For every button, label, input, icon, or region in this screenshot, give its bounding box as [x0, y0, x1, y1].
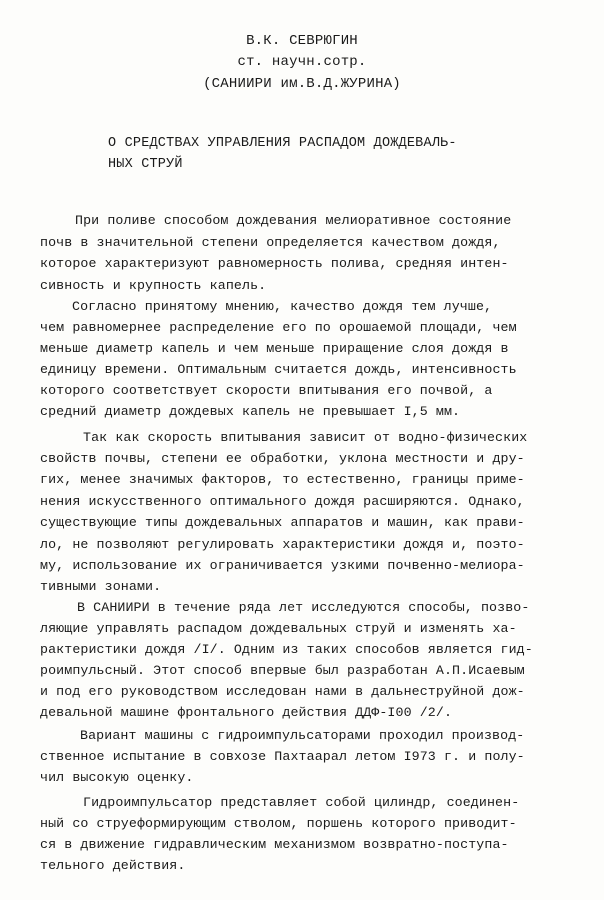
body-line: Гидроимпульсатор представляет собой цилиндр, соединен- — [83, 795, 520, 810]
body-line: рактеристики дождя /I/. Одним из таких способов является гид- — [40, 642, 533, 657]
body-line: Так как скорость впитывания зависит от водно-физических — [83, 430, 528, 445]
body-line: гих, менее значимых факторов, то естественно, границы приме- — [40, 472, 525, 487]
body-line: существующие типы дождевальных аппаратов и машин, как прави- — [40, 515, 525, 530]
body-line: свойств почвы, степени ее обработки, уклона местности и дру- — [40, 451, 525, 466]
body-line: нения искусственного оптимального дождя расширяются. Однако, — [40, 494, 525, 509]
body-line: которое характеризуют равномерность полива, средняя интен- — [40, 256, 509, 271]
body-line: Вариант машины с гидроимпульсаторами проходил производ- — [80, 728, 525, 743]
body-line: средний диаметр дождевых капель не превышает I,5 мм. — [40, 404, 461, 419]
body-line: ственное испытание в совхозе Пахтаарал летом I973 г. и полу- — [40, 749, 525, 764]
author-position: ст. научн.сотр. — [237, 54, 367, 70]
body-line: ло, не позволяют регулировать характеристики дождя и, поэто- — [40, 537, 525, 552]
body-line: и под его руководством исследован нами в дальнеструйной дож- — [40, 684, 525, 699]
author-affiliation: (САНИИРИ им.В.Д.ЖУРИНА) — [203, 76, 401, 92]
article-title-line-1: О СРЕДСТВАХ УПРАВЛЕНИЯ РАСПАДОМ ДОЖДЕВАЛЬ- — [108, 136, 457, 151]
article-title-line-2: НЫХ СТРУЙ — [108, 157, 183, 172]
body-line: девальной машине фронтального действия ДДФ-I00 /2/. — [40, 705, 453, 720]
body-line: тивными зонами. — [40, 579, 162, 594]
body-line: тельного действия. — [40, 858, 186, 873]
body-line: которого соответствует скорости впитывания его почвой, а — [40, 383, 493, 398]
body-line: чем равномернее распределение его по орошаемой площади, чем — [40, 320, 517, 335]
body-line: единицу времени. Оптимальным считается дождь, интенсивность — [40, 362, 517, 377]
body-line: му, использование их ограничивается узкими почвенно-мелиора- — [40, 558, 525, 573]
body-line: сивность и крупность капель. — [40, 278, 267, 293]
body-line: чил высокую оценку. — [40, 770, 194, 785]
body-line: В САНИИРИ в течение ряда лет исследуются способы, позво- — [77, 600, 530, 615]
body-line: При поливе способом дождевания мелиоративное состояние — [75, 213, 512, 228]
body-line: ся в движение гидравлическим механизмом возвратно-поступа- — [40, 837, 509, 852]
body-line: Согласно принятому мнению, качество дождя тем лучше, — [72, 299, 493, 314]
body-line: ляющие управлять распадом дождевальных струй и изменять ха- — [40, 621, 517, 636]
body-line: роимпульсный. Этот способ впервые был разработан А.П.Исаевым — [40, 663, 525, 678]
body-line: почв в значительной степени определяется качеством дождя, — [40, 235, 501, 250]
body-line: меньше диаметр капель и чем меньше приращение слоя дождя в — [40, 341, 509, 356]
body-line: ный со струеформирующим стволом, поршень которого приводит- — [40, 816, 517, 831]
author-name: В.К. СЕВРЮГИН — [246, 33, 358, 49]
